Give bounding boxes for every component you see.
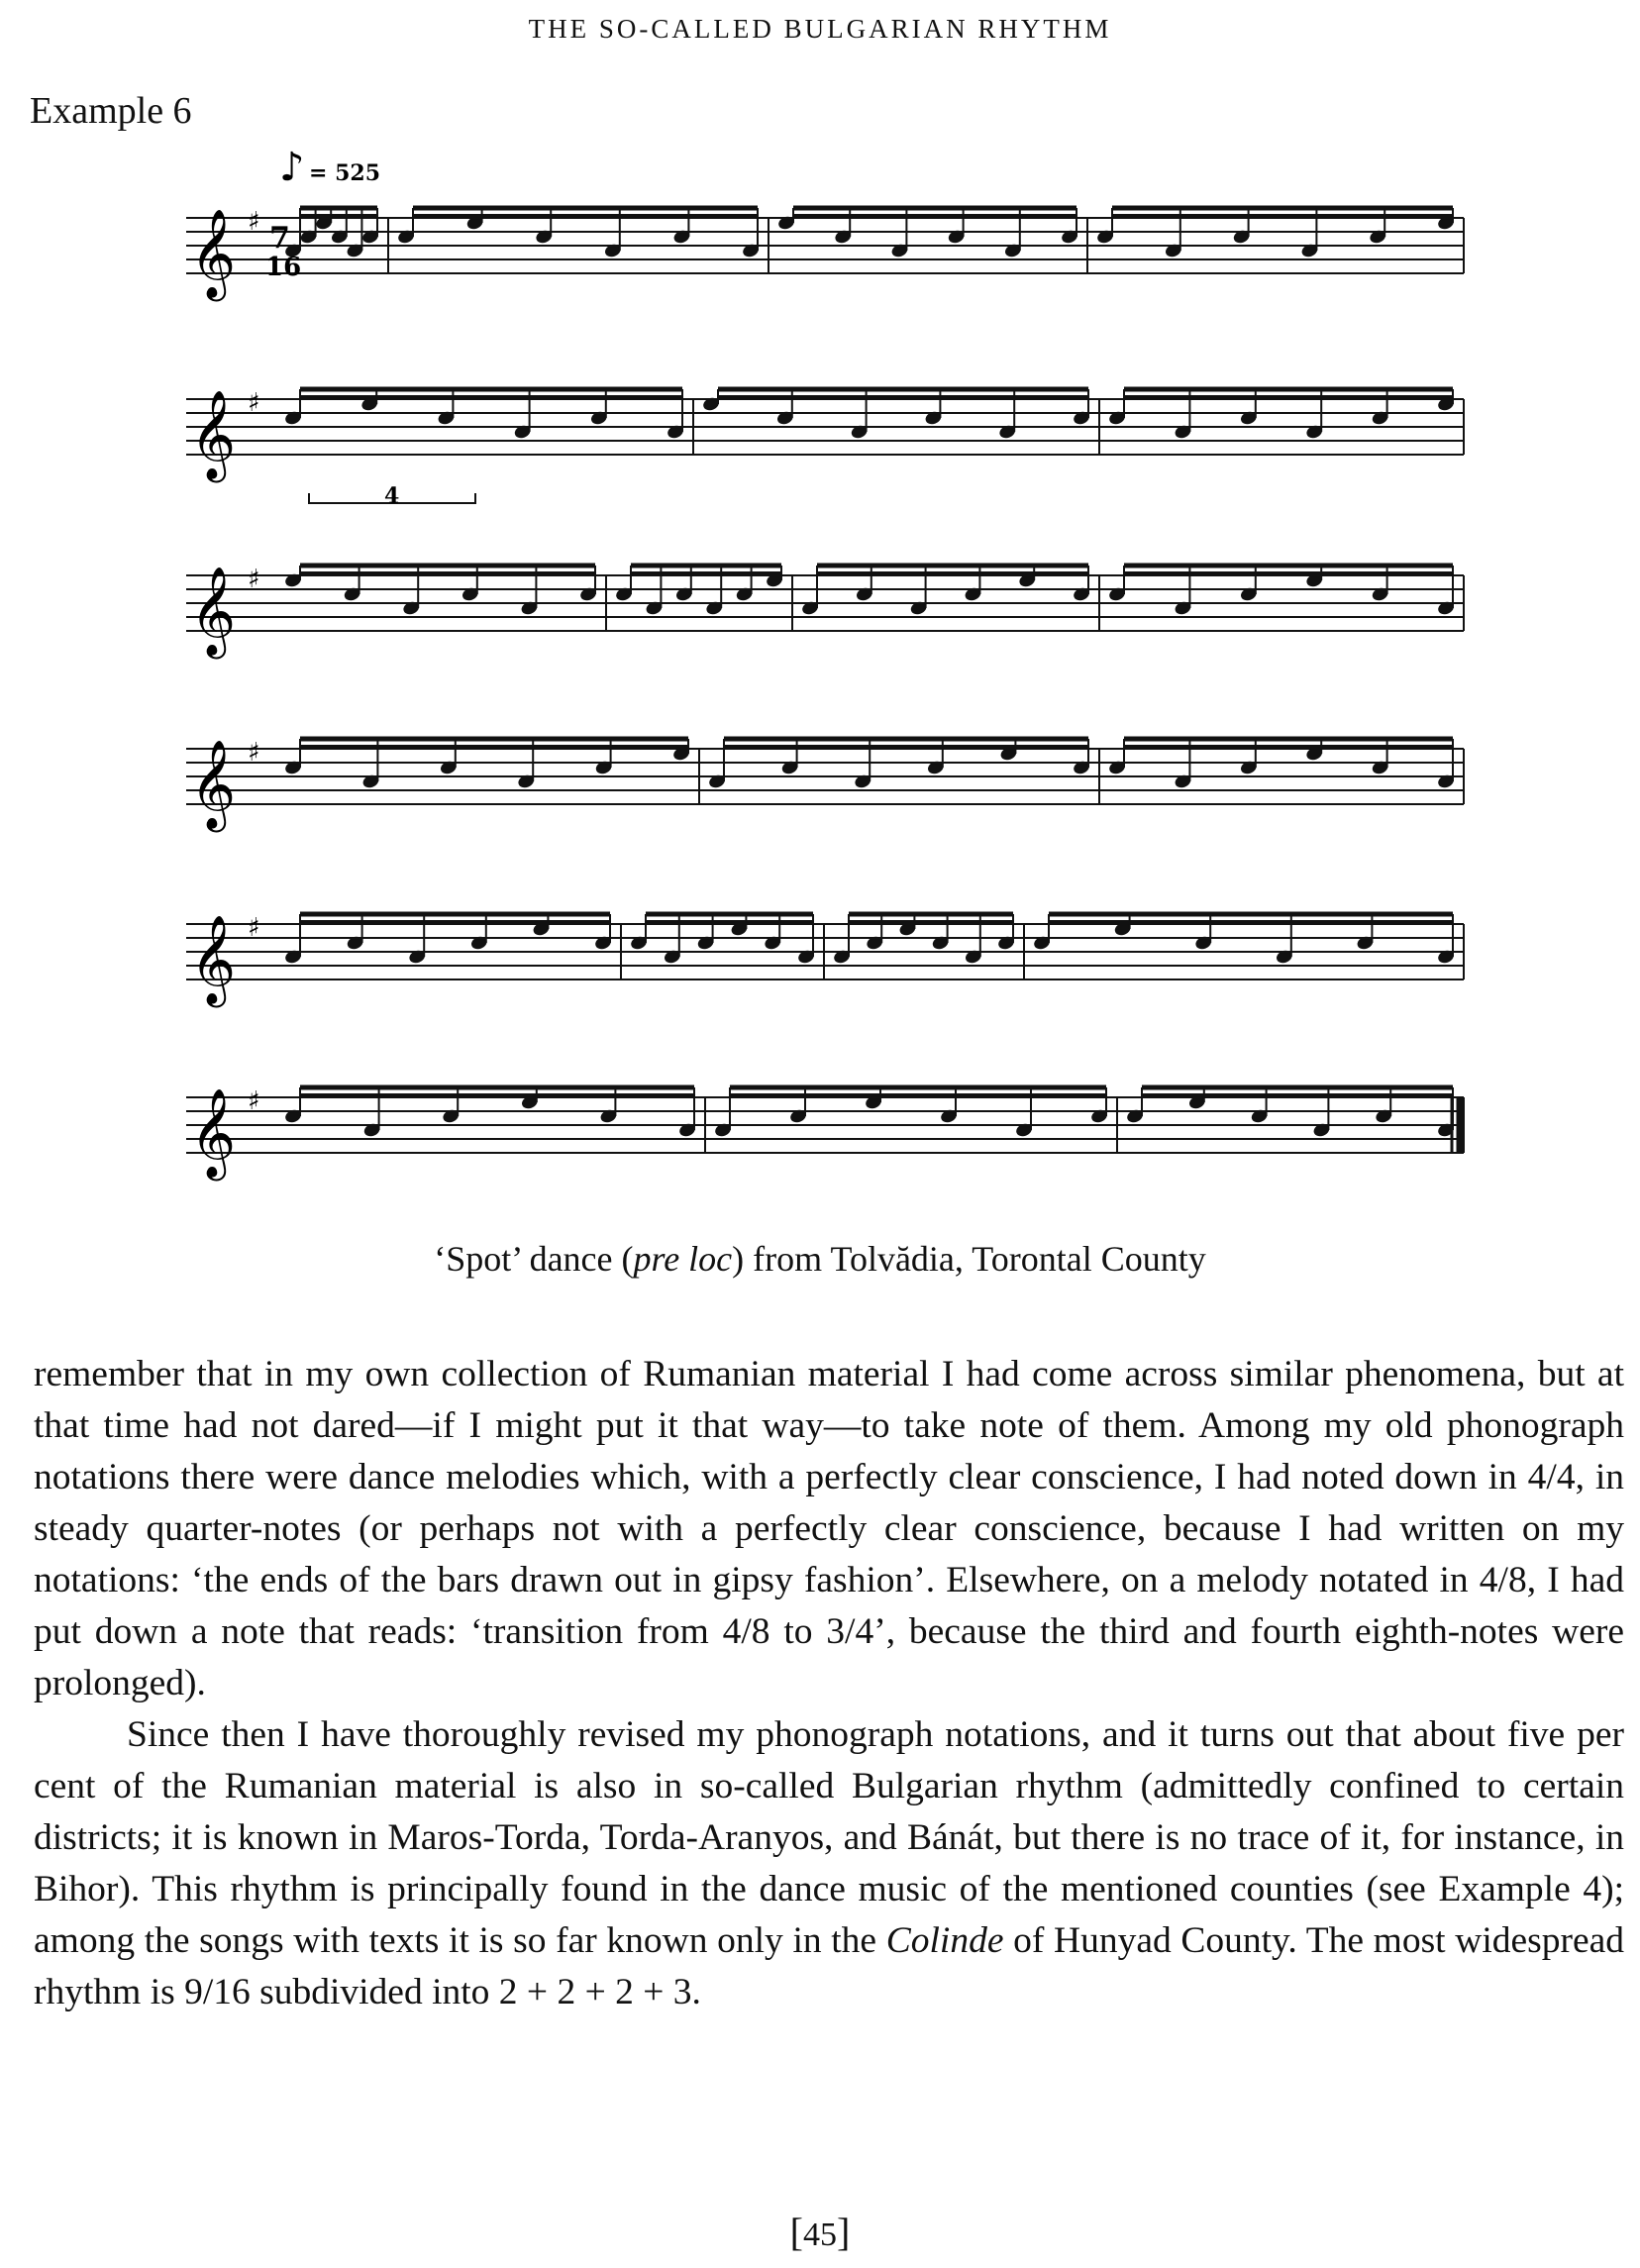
- treble-clef-icon: 𝄞: [190, 1088, 237, 1178]
- treble-clef-icon: 𝄞: [190, 740, 237, 829]
- staff: [186, 1086, 1464, 1182]
- caption-italic: pre loc: [633, 1239, 733, 1279]
- key-sharp-icon: ♯: [248, 565, 260, 594]
- folio-number: 45: [803, 2216, 837, 2253]
- paragraph-1: remember that in my own collection of Rumanian material I had come across similar phenomena, but at that time had not dared—if I might put it that way—to take note of them. Among my old phonograph notations there were dance melodies which, with a perfectly clear conscience, I had noted down in 4/4, in steady quarter-notes (or perhaps not with a perfectly clear conscience, because I had written on my notations: ‘the ends of the bars drawn out in gipsy fashion’. Elsewhere, on a melody notated in 4/8, I had put down a note that reads: ‘transition from 4/8 to 3/4’, because the third and fourth eighth-notes were prolonged).: [34, 1354, 1624, 1703]
- running-head: THE SO-CALLED BULGARIAN RHYTHM: [528, 14, 1112, 44]
- paragraph-2: [34, 1709, 1624, 2018]
- example-label: Example 6: [30, 90, 192, 132]
- tempo-note-icon: ♪: [279, 145, 305, 190]
- staff: [186, 207, 1464, 302]
- time-signature-bottom: 16: [265, 253, 302, 282]
- tempo-mark: = 525: [309, 160, 381, 186]
- paragraph-2-text-end: of Hunyad County. The most widespread rhythm is 9/16 subdivided into 2 + 2 + 2 + 3.: [34, 1920, 1625, 2012]
- key-sharp-icon: ♯: [248, 207, 260, 237]
- staff: [186, 738, 1464, 833]
- treble-clef-icon: 𝄞: [190, 567, 237, 656]
- caption-text-end: ) from Tolvădia, Torontal County: [732, 1239, 1206, 1279]
- key-sharp-icon: ♯: [248, 388, 260, 418]
- caption-text-start: ‘Spot’ dance (: [434, 1239, 634, 1279]
- music-score: [0, 139, 1640, 1248]
- figure-caption: [0, 1238, 1640, 1280]
- paragraph-2-text: Since then I have thoroughly revised my phonograph notations, and it turns out that about five per cent of the Rumanian material is also in so-called Bulgarian rhythm (admittedly confined to certain districts; it is known in Maros-Torda, Torda-Aranyos, and Bánát, but there is no trace of it, for instance, in Bihor). This rhythm is principally found in the dance music of the mentioned counties (see Example 4); among the songs with texts it is so far known only in the: [34, 1714, 1624, 1961]
- treble-clef-icon: 𝄞: [190, 209, 237, 298]
- body-text: [34, 1349, 1624, 2018]
- folio-bracket-left: [: [789, 2210, 803, 2254]
- tuplet-number: 4: [384, 483, 400, 509]
- time-signature-top: 7: [269, 221, 290, 256]
- treble-clef-icon: 𝄞: [190, 915, 237, 1004]
- page-number: [0, 2209, 1640, 2255]
- treble-clef-icon: 𝄞: [190, 390, 237, 479]
- key-sharp-icon: ♯: [248, 1086, 260, 1116]
- staff: [186, 388, 1464, 509]
- key-sharp-icon: ♯: [248, 913, 260, 943]
- staff: [186, 913, 1464, 1008]
- staff: [186, 565, 1464, 660]
- paragraph-2-italic: Colinde: [885, 1920, 1004, 1961]
- folio-bracket-right: ]: [837, 2210, 851, 2254]
- key-sharp-icon: ♯: [248, 738, 260, 768]
